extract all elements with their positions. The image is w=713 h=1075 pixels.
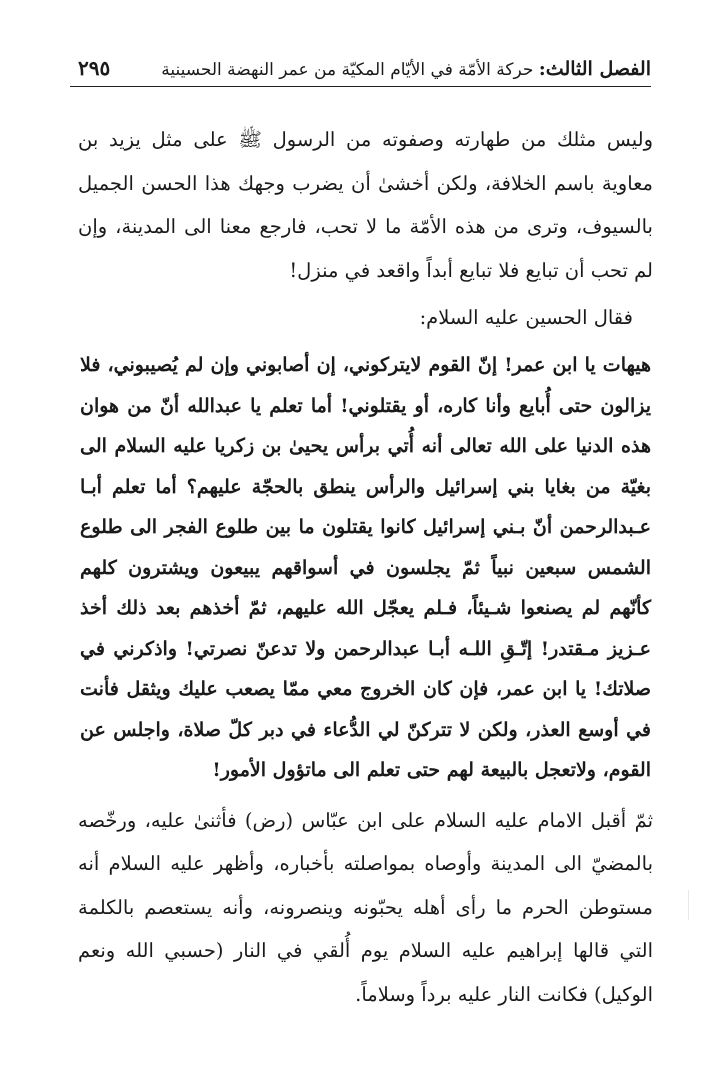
running-header <box>70 40 651 87</box>
page-number: ٢٩٥ <box>78 56 111 80</box>
chapter-label: الفصل الثالث: <box>538 58 651 80</box>
chapter-title <box>161 58 651 80</box>
main-text <box>78 118 653 1016</box>
lead-in-line: فقال الحسين عليه السلام: <box>419 306 633 329</box>
intro-paragraph: وليس مثلك من طهارته وصفوته من الرسول ﷺ على مثل يزيد بن معاوية باسم الخلافة، ولكن أخشىٰ أن يضرب وجهك هذا الحسن الجميل بالسيوف، وترى من هذه الأمّة ما لا تحب، فارجع معنا الى المدينة، وإن لم تحب أن تبايع فلا تبايع أبداً واقعد في منزل! <box>78 128 653 282</box>
quoted-speech: هيهات يا ابن عمر! إنّ القوم لايتركوني، إن أصابوني وإن لم يُصيبوني، فلا يزالون حتى أُبايع وأنا كاره، أو يقتلوني! أما تعلم يا عبدالله أنّ من هوان هذه الدنيا على الله تعالى أنه أُتي برأس يحيىٰ بن زكريا عليه السلام الى بغيّة من بغايا بني إسرائيل والرأس ينطق بالحجّة عليهم؟ أما تعلم أبـا عـبدالرحمن أنّ بـني إسرائيل كانوا يقتلون ما بين طلوع الفجر الى طلوع الشمس سبعين نبياً ثمّ يجلسون في أسواقهم يبيعون ويشترون كلهم كأنّهم لم يصنعوا شـيئاً، فـلم يعجّل الله عليهم، ثمّ أخذهم بعد ذلك أخذ عـزيز مـقتدر! إتّـقِ اللـه أبـا عبدالرحمن ولا تدعنّ نصرتي! واذكرني في صلاتك! يا ابن عمر، فإن كان الخروج معي ممّا يصعب عليك ويثقل فأنت في أوسع العذر، ولكن لا تتركنّ لي الدُّعاء في دبر كلّ صلاة، واجلس عن القوم، ولاتعجل بالبيعة لهم حتى تعلم الى ماتؤول الأمور! <box>80 354 651 781</box>
scan-gutter-mark <box>688 890 689 920</box>
closing-paragraph: ثمّ أقبل الامام عليه السلام على ابن عبّاس (رض) فأثنىٰ عليه، ورخّصه بالمضيّ الى المدينة وأوصاه بمواصلته بأخباره، وأظهر عليه السلام أنه مستوطن الحرم ما رأى أهله يحبّونه وينصرونه، وأنه يستعصم بالكلمة التي قالها إبراهيم عليه السلام يوم أُلقي في النار (حسبي الله ونعم الوكيل) فكانت النار عليه برداً وسلاماً. <box>78 808 653 1006</box>
chapter-subtitle: حركة الأمّة في الأيّام المكيّة من عمر النهضة الحسينية <box>161 60 539 80</box>
